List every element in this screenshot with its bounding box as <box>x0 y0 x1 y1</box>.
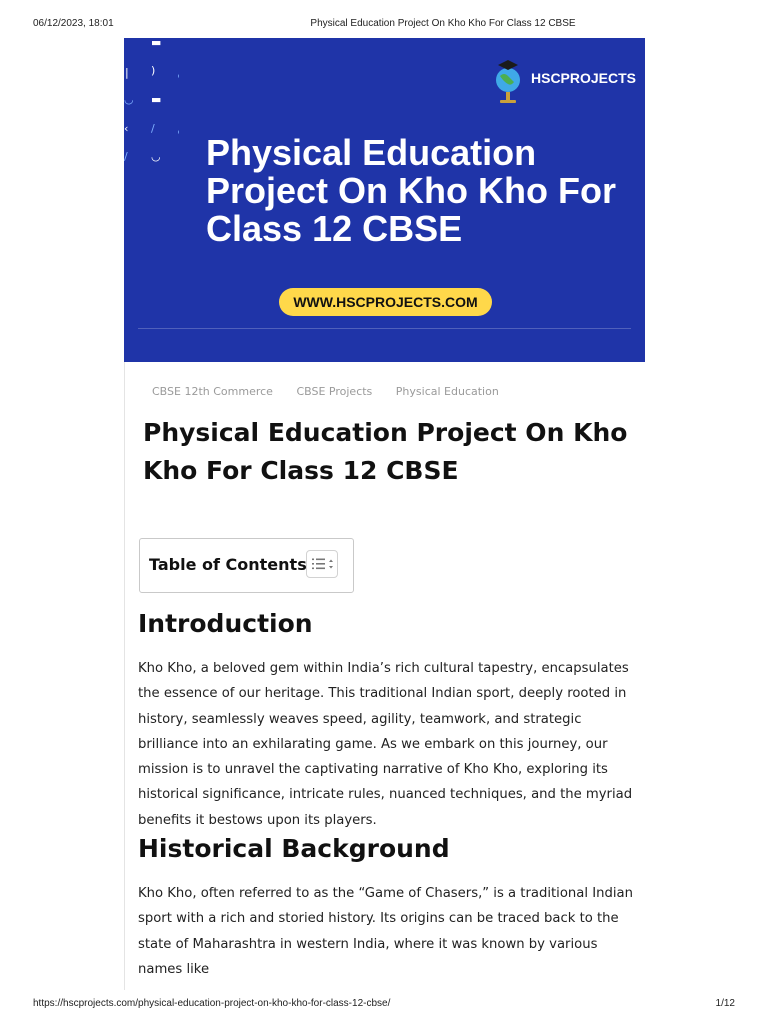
print-page-number: 1/12 <box>715 998 735 1009</box>
banner-title: Physical Education Project On Kho Kho For Class 12 CBSE <box>206 132 616 249</box>
category-link[interactable]: CBSE Projects <box>296 385 373 398</box>
print-header <box>0 0 768 30</box>
decor-dash: ▬ <box>151 38 162 49</box>
logo-text: HSCPROJECTS <box>531 70 637 86</box>
print-doc-title: Physical Education Project On Kho Kho For Class 12 CBSE <box>310 18 576 29</box>
section-body-introduction: Kho Kho, a beloved gem within India’s rich cultural tapestry, encapsulates the essence of our heritage. This traditional Indian sport, deeply rooted in history, seamlessly weaves speed, agility, teamwork, and strategic brilliance into an exhilarating game. As we embark on this journey, our mission is to unravel the captivating narrative of Kho Kho, exploring its historical significance, intricate rules, nuanced techniques, and the myriad benefits it bestows upon its players. <box>138 661 633 828</box>
list-toggle-icon <box>310 557 336 571</box>
decor-angle: ‹ <box>124 122 129 135</box>
decor-bar: | <box>125 66 129 79</box>
table-of-contents[interactable] <box>139 538 354 593</box>
category-link[interactable]: Physical Education <box>395 385 499 398</box>
globe-graduation-icon <box>492 56 524 108</box>
category-links <box>152 385 519 398</box>
decor-dot: ˌ <box>177 66 181 79</box>
decor-arc: ) <box>151 64 156 77</box>
decor-slash: / <box>151 122 155 135</box>
section-heading-introduction: Introduction <box>138 609 313 638</box>
section-body-historical-background: Kho Kho, often referred to as the “Game of Chasers,” is a traditional Indian sport with a rich and storied history. Its origins can be traced back to the state of Maharashtra in western India, where it was known by various names like <box>138 886 633 977</box>
decor-dash: ▬ <box>151 93 162 106</box>
content-divider <box>124 362 125 990</box>
print-date: 06/12/2023, 18:01 <box>33 18 114 29</box>
section-heading-historical-background: Historical Background <box>138 834 450 863</box>
decor-curve: ◡ <box>151 150 161 163</box>
toc-toggle-button[interactable] <box>306 550 338 578</box>
decor-curve: ◡ <box>124 93 134 106</box>
toc-label: Table of Contents <box>149 555 307 574</box>
print-url: https://hscprojects.com/physical-education-project-on-kho-kho-for-class-12-cbse/ <box>33 998 391 1009</box>
decor-dot: ˌ <box>177 122 181 135</box>
category-link[interactable]: CBSE 12th Commerce <box>152 385 273 398</box>
featured-banner <box>124 38 645 362</box>
banner-url-pill[interactable]: WWW.HSCPROJECTS.COM <box>279 288 492 316</box>
post-title: Physical Education Project On Kho Kho For Class 12 CBSE <box>143 418 628 485</box>
decor-slash: / <box>124 150 128 163</box>
banner-divider <box>138 328 631 329</box>
print-footer <box>0 990 768 1024</box>
